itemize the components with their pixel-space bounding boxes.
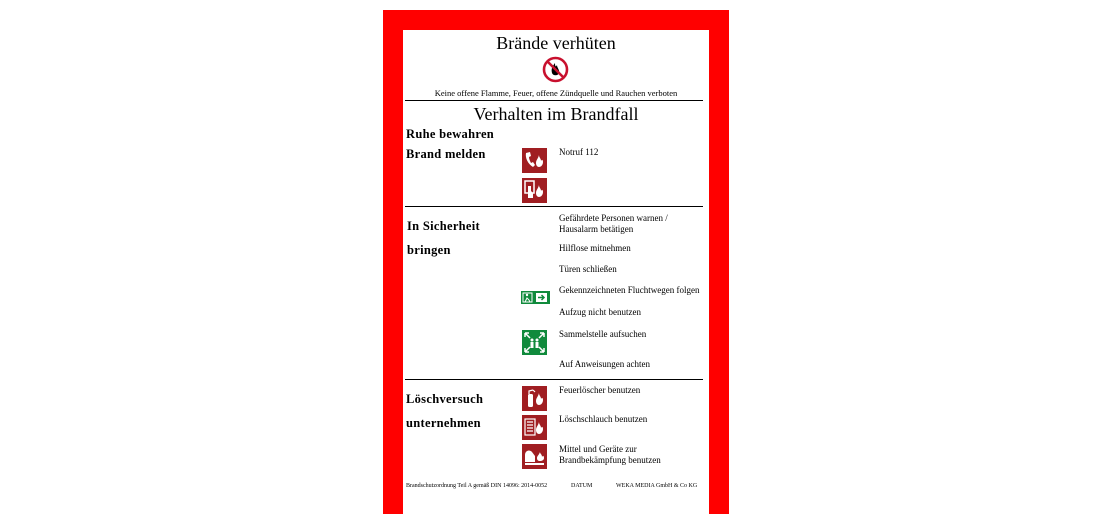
heading-loeschen: Löschversuch <box>406 392 484 406</box>
list-item: Aufzug nicht benutzen <box>559 307 641 317</box>
list-item: Notruf 112 <box>559 147 599 157</box>
heading-loeschen-2: unternehmen <box>406 416 481 430</box>
list-item: Gefährdete Personen warnen / <box>559 213 668 223</box>
footer-publisher: WEKA MEDIA GmbH & Co KG <box>616 483 698 489</box>
list-item: Brandbekämpfung benutzen <box>559 455 661 465</box>
heading-sicherheit: In Sicherheit <box>407 219 480 233</box>
firefighting-equipment-icon <box>522 444 547 469</box>
list-item: Hilflose mitnehmen <box>559 243 631 253</box>
divider <box>405 100 703 101</box>
no-open-flame-icon <box>542 56 569 83</box>
list-item: Feuerlöscher benutzen <box>559 385 641 395</box>
heading-sicherheit-2: bringen <box>407 243 451 257</box>
heading-ruhe: Ruhe bewahren <box>406 127 495 141</box>
list-item: Sammelstelle aufsuchen <box>559 329 647 339</box>
list-item: Auf Anweisungen achten <box>559 359 650 369</box>
footer-date: DATUM <box>571 483 593 489</box>
list-item: Löschschlauch benutzen <box>559 414 648 424</box>
list-item: Hausalarm betätigen <box>559 224 634 234</box>
fire-phone-icon <box>522 148 547 173</box>
poster-sheet <box>403 30 709 514</box>
heading-melden: Brand melden <box>406 147 486 161</box>
divider <box>405 206 703 207</box>
prohibition-text: Keine offene Flamme, Feuer, offene Zündquelle und Rauchen verboten <box>434 88 678 98</box>
fire-extinguisher-icon <box>522 386 547 411</box>
list-item: Gekennzeichneten Fluchtwegen folgen <box>559 285 700 295</box>
fire-alarm-button-icon <box>522 178 547 203</box>
divider <box>405 379 703 380</box>
list-item: Türen schließen <box>559 264 617 274</box>
page-title: Brände verhüten <box>496 33 616 53</box>
list-item: Mittel und Geräte zur <box>559 444 637 454</box>
emergency-exit-arrow-icon <box>521 291 550 304</box>
subtitle: Verhalten im Brandfall <box>473 104 639 124</box>
footer-norm: Brandschutzordnung Teil A gemäß DIN 14096: 2014-0052 <box>406 483 548 489</box>
assembly-point-icon <box>522 330 547 355</box>
fire-hose-icon <box>522 415 547 440</box>
